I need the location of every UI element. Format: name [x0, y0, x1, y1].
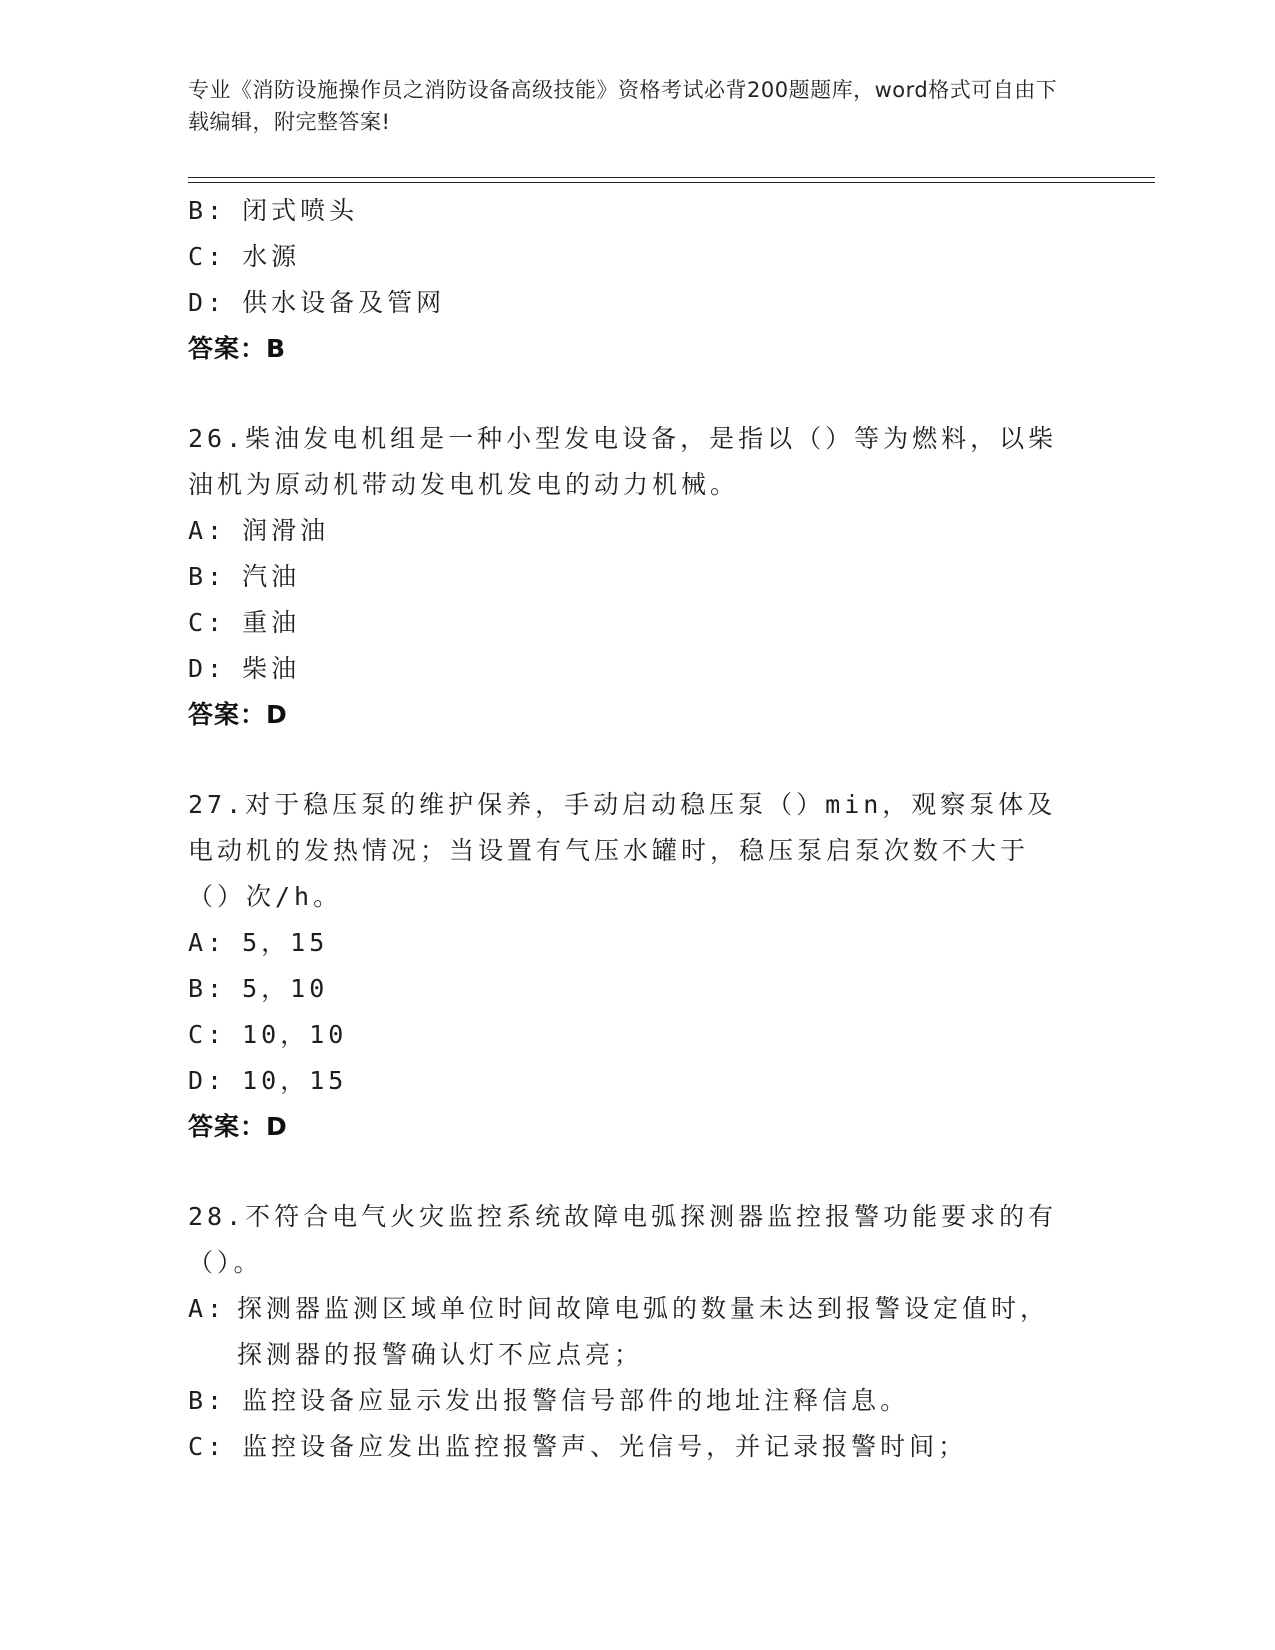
option-text: 重油 [242, 608, 301, 637]
answer-line: 答案：D [188, 1112, 288, 1141]
option-key: A: [188, 516, 227, 545]
option-text: 10，10 [242, 1020, 348, 1049]
option-text: 闭式喷头 [242, 196, 359, 225]
answer-line: 答案：D [188, 700, 288, 729]
option-key: A: [188, 1294, 227, 1323]
option-b [188, 188, 1068, 234]
option-text: 润滑油 [242, 516, 330, 545]
option-text: 5，10 [242, 974, 329, 1003]
option-c [188, 1012, 1068, 1058]
option-b [188, 1378, 1068, 1424]
option-key: A: [188, 928, 227, 957]
option-c [188, 1424, 1068, 1470]
option-d [188, 646, 1068, 692]
option-c [188, 600, 1068, 646]
document-header: 专业《消防设施操作员之消防设备高级技能》资格考试必背200题题库，word格式可自由下载编辑，附完整答案! [188, 78, 1058, 134]
option-key: D: [188, 288, 227, 317]
option-key: B: [188, 196, 227, 225]
option-d [188, 1058, 1068, 1104]
option-key: B: [188, 562, 227, 591]
question-stem: 28.不符合电气火灾监控系统故障电弧探测器监控报警功能要求的有（）。 [188, 1202, 1058, 1277]
answer-line: 答案：B [188, 334, 287, 363]
option-text: 10，15 [242, 1066, 348, 1095]
question-stem: 27.对于稳压泵的维护保养，手动启动稳压泵（）min，观察泵体及电动机的发热情况；当设置有气压水罐时，稳压泵启泵次数不大于（）次/h。 [188, 790, 1057, 911]
option-key: D: [188, 654, 227, 683]
option-text: 探测器监测区域单位时间故障电弧的数量未达到报警设定值时，探测器的报警确认灯不应点亮； [237, 1294, 1050, 1369]
option-b [188, 554, 1068, 600]
option-key: B: [188, 974, 227, 1003]
option-b [188, 966, 1068, 1012]
option-text: 供水设备及管网 [242, 288, 446, 317]
option-key: B: [188, 1386, 227, 1415]
option-key: C: [188, 608, 227, 637]
header-rule-top [188, 177, 1155, 178]
option-text: 汽油 [242, 562, 301, 591]
option-a [188, 508, 1068, 554]
header-rule-bottom [188, 182, 1155, 183]
option-text: 监控设备应发出监控报警声、光信号，并记录报警时间； [242, 1432, 968, 1461]
option-key: C: [188, 1020, 227, 1049]
question-stem: 26.柴油发电机组是一种小型发电设备，是指以（）等为燃料，以柴油机为原动机带动发电机发电的动力机械。 [188, 424, 1058, 499]
option-a [188, 1286, 1068, 1378]
option-a [188, 920, 1068, 966]
option-text: 水源 [242, 242, 301, 271]
question-content [188, 188, 1068, 1470]
option-key: C: [188, 242, 227, 271]
option-text: 柴油 [242, 654, 301, 683]
option-key: C: [188, 1432, 227, 1461]
option-c [188, 234, 1068, 280]
option-d [188, 280, 1068, 326]
option-text: 监控设备应显示发出报警信号部件的地址注释信息。 [242, 1386, 910, 1415]
option-key: D: [188, 1066, 227, 1095]
option-text: 5，15 [242, 928, 329, 957]
